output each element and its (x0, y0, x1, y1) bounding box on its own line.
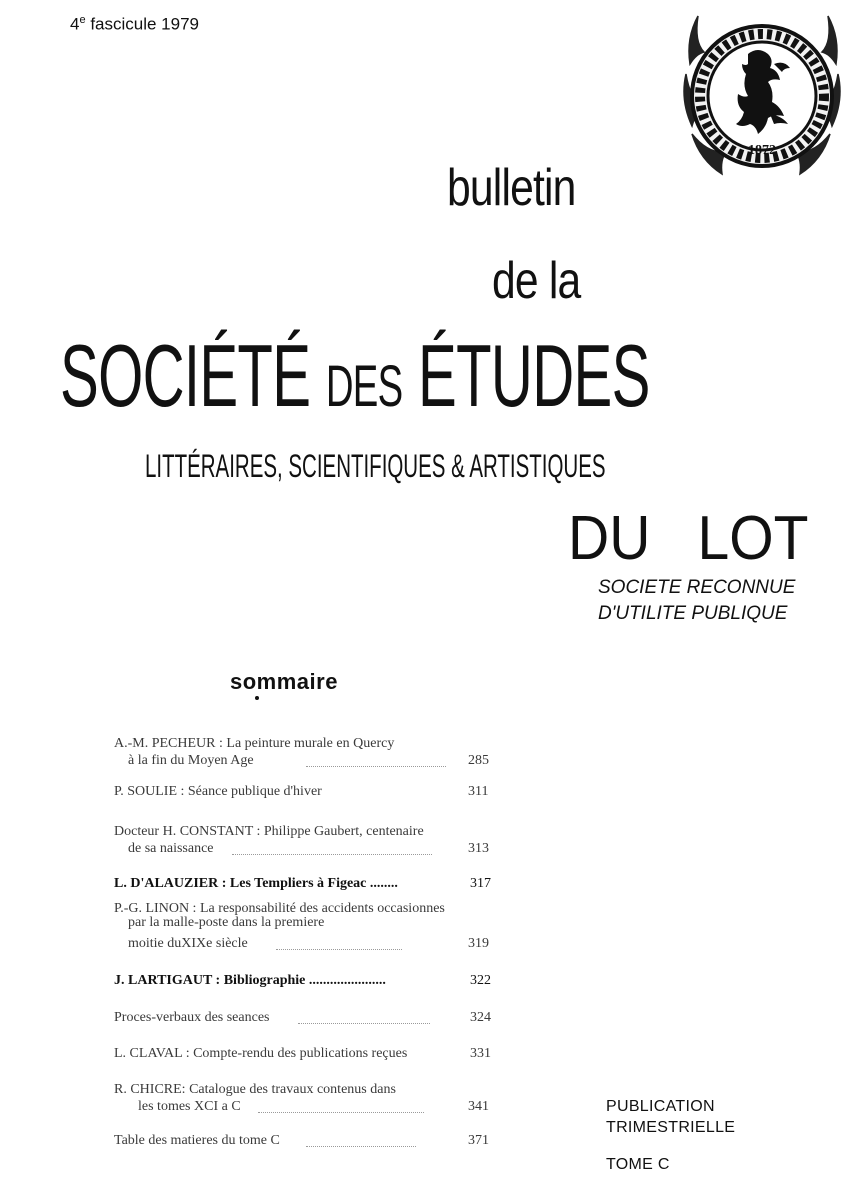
title-lot: LOT (697, 504, 809, 573)
fascicule-label: 4e fascicule 1979 (70, 14, 199, 34)
toc-leader (276, 949, 402, 950)
toc-entry-3-page: 313 (468, 841, 489, 856)
toc-entry-5-line-1: P.-G. LINON : La responsabilité des accidents occasionnes (114, 901, 445, 916)
reconnue-label (598, 575, 795, 627)
toc-leader (306, 1146, 416, 1147)
title-du-lot (568, 503, 808, 574)
toc-entry-1-line-1: A.-M. PECHEUR : La peinture murale en Quercy (114, 736, 395, 751)
toc-entry-6-line-1: J. LARTIGAUT : Bibliographie ...................... (114, 973, 386, 988)
toc-entry-1-page: 285 (468, 753, 489, 768)
title-des: DES (325, 354, 403, 419)
title-bulletin: bulletin (447, 159, 576, 217)
toc-entry-3-line-2: de sa naissance (128, 841, 214, 856)
sommaire-heading: sommaire (230, 669, 338, 694)
toc-entry-1-line-2: à la fin du Moyen Age (128, 753, 254, 768)
toc-entry-4-line-1: L. D'ALAUZIER : Les Templiers à Figeac ........ (114, 876, 398, 891)
title-de-la: de la (492, 252, 581, 310)
society-seal (678, 4, 844, 190)
toc-leader (298, 1023, 430, 1024)
title-societe: SOCIÉTÉ (60, 326, 311, 425)
reconnue-line-1: SOCIETE RECONNUE (598, 577, 796, 598)
toc-entry-7-page: 324 (470, 1010, 491, 1025)
toc-entry-7-line-1: Proces-verbaux des seances (114, 1010, 270, 1025)
publication-line-1: PUBLICATION (606, 1098, 715, 1115)
sommaire-dot (255, 696, 259, 700)
toc-entry-2-line-1: P. SOULIE : Séance publique d'hiver (114, 784, 322, 799)
toc-entry-5-line-3: moitie duXIXe siècle (128, 936, 248, 951)
toc-entry-5-page: 319 (468, 936, 489, 951)
title-societe-des-etudes (60, 325, 650, 427)
toc-entry-2-page: 311 (468, 784, 489, 799)
toc-entry-9-line-2: les tomes XCI a C (138, 1099, 241, 1114)
toc-leader (232, 854, 432, 855)
toc-entry-8-line-1: L. CLAVAL : Compte-rendu des publications reçues (114, 1046, 408, 1061)
toc-entry-10-page: 371 (468, 1133, 489, 1148)
reconnue-line-2: D'UTILITE PUBLIQUE (598, 603, 788, 624)
tome-label: TOME C (606, 1156, 670, 1173)
toc-entry-9-page: 341 (468, 1099, 489, 1114)
toc-entry-10-line-1: Table des matieres du tome C (114, 1133, 280, 1148)
toc-entry-9-line-1: R. CHICRE: Catalogue des travaux contenus dans (114, 1082, 396, 1097)
title-du: DU (568, 504, 651, 573)
toc-leader (306, 766, 446, 767)
publication-label (606, 1096, 735, 1138)
toc-entry-8-page: 331 (470, 1046, 491, 1061)
subtitle: LITTÉRAIRES, SCIENTIFIQUES & ARTISTIQUES (145, 448, 606, 484)
toc-entry-4-page: 317 (470, 876, 491, 891)
title-etudes: ÉTUDES (418, 326, 650, 425)
toc-entry-3-line-1: Docteur H. CONSTANT : Philippe Gaubert, centenaire (114, 824, 424, 839)
seal-year: 1872 (748, 143, 776, 158)
toc-entry-5-line-2: par la malle-poste dans la premiere (128, 915, 325, 930)
toc-entry-6-page: 322 (470, 973, 491, 988)
publication-line-2: TRIMESTRIELLE (606, 1119, 736, 1136)
toc-leader (258, 1112, 424, 1113)
